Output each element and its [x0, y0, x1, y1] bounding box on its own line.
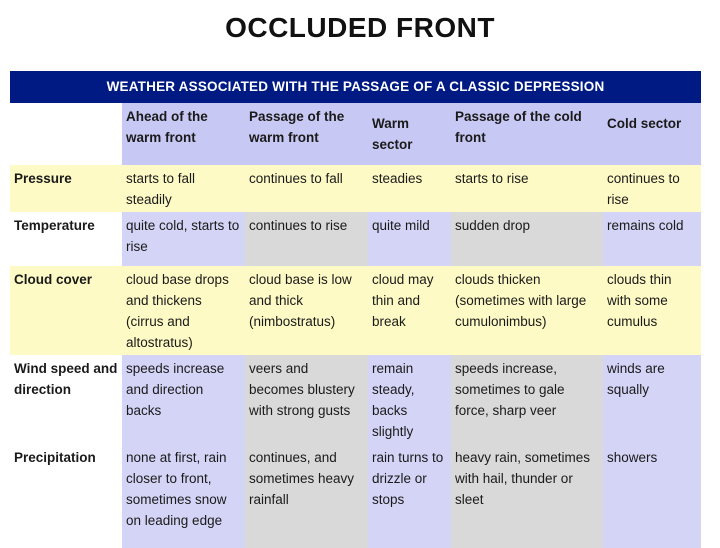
- corner-cell: [10, 103, 122, 165]
- table-cell: starts to rise: [451, 165, 603, 212]
- row-label: Wind speed and direction: [10, 355, 122, 444]
- table-cell: heavy rain, sometimes with hail, thunder or sleet: [451, 444, 603, 548]
- column-header-passage-cold-front: Passage of the cold front: [451, 103, 603, 165]
- table-cell: remain steady, backs slightly: [368, 355, 451, 444]
- table-cell: veers and becomes blustery with strong gusts: [245, 355, 368, 444]
- table-row-pressure: [10, 165, 701, 212]
- table-cell: winds are squally: [603, 355, 701, 444]
- table-cell: continues to fall: [245, 165, 368, 212]
- table-cell: cloud base drops and thickens (cirrus and altostratus): [122, 266, 245, 355]
- row-label: Pressure: [10, 165, 122, 212]
- header-row: [10, 103, 701, 165]
- weather-grid: [10, 103, 701, 548]
- column-header-ahead-warm-front: Ahead of the warm front: [122, 103, 245, 165]
- table-cell: starts to fall steadily: [122, 165, 245, 212]
- slide-title: OCCLUDED FRONT: [225, 12, 495, 43]
- table-cell: clouds thin with some cumulus: [603, 266, 701, 355]
- table-banner: WEATHER ASSOCIATED WITH THE PASSAGE OF A CLASSIC DEPRESSION: [10, 71, 701, 103]
- table-cell: rain turns to drizzle or stops: [368, 444, 451, 548]
- table-cell: continues, and sometimes heavy rainfall: [245, 444, 368, 548]
- table-cell: continues to rise: [245, 212, 368, 266]
- table-row-cloud-cover: [10, 266, 701, 355]
- table-cell: steadies: [368, 165, 451, 212]
- table-cell: sudden drop: [451, 212, 603, 266]
- table-cell: speeds increase, sometimes to gale force, sharp veer: [451, 355, 603, 444]
- table-row-wind: [10, 355, 701, 444]
- table-cell: showers: [603, 444, 701, 548]
- table-cell: quite cold, starts to rise: [122, 212, 245, 266]
- column-header-passage-warm-front: Passage of the warm front: [245, 103, 368, 165]
- row-label: Cloud cover: [10, 266, 122, 355]
- table-row-precipitation: [10, 444, 701, 548]
- table-cell: speeds increase and direction backs: [122, 355, 245, 444]
- table-cell: cloud base is low and thick (nimbostratus): [245, 266, 368, 355]
- table-row-temperature: [10, 212, 701, 266]
- weather-table: [10, 71, 701, 528]
- table-cell: remains cold: [603, 212, 701, 266]
- table-cell: continues to rise: [603, 165, 701, 212]
- column-header-cold-sector: Cold sector: [603, 103, 701, 165]
- row-label: Precipitation: [10, 444, 122, 548]
- table-cell: none at first, rain closer to front, sometimes snow on leading edge: [122, 444, 245, 548]
- table-cell: clouds thicken (sometimes with large cumulonimbus): [451, 266, 603, 355]
- table-cell: cloud may thin and break: [368, 266, 451, 355]
- table-cell: quite mild: [368, 212, 451, 266]
- row-label: Temperature: [10, 212, 122, 266]
- column-header-warm-sector: Warm sector: [368, 103, 451, 165]
